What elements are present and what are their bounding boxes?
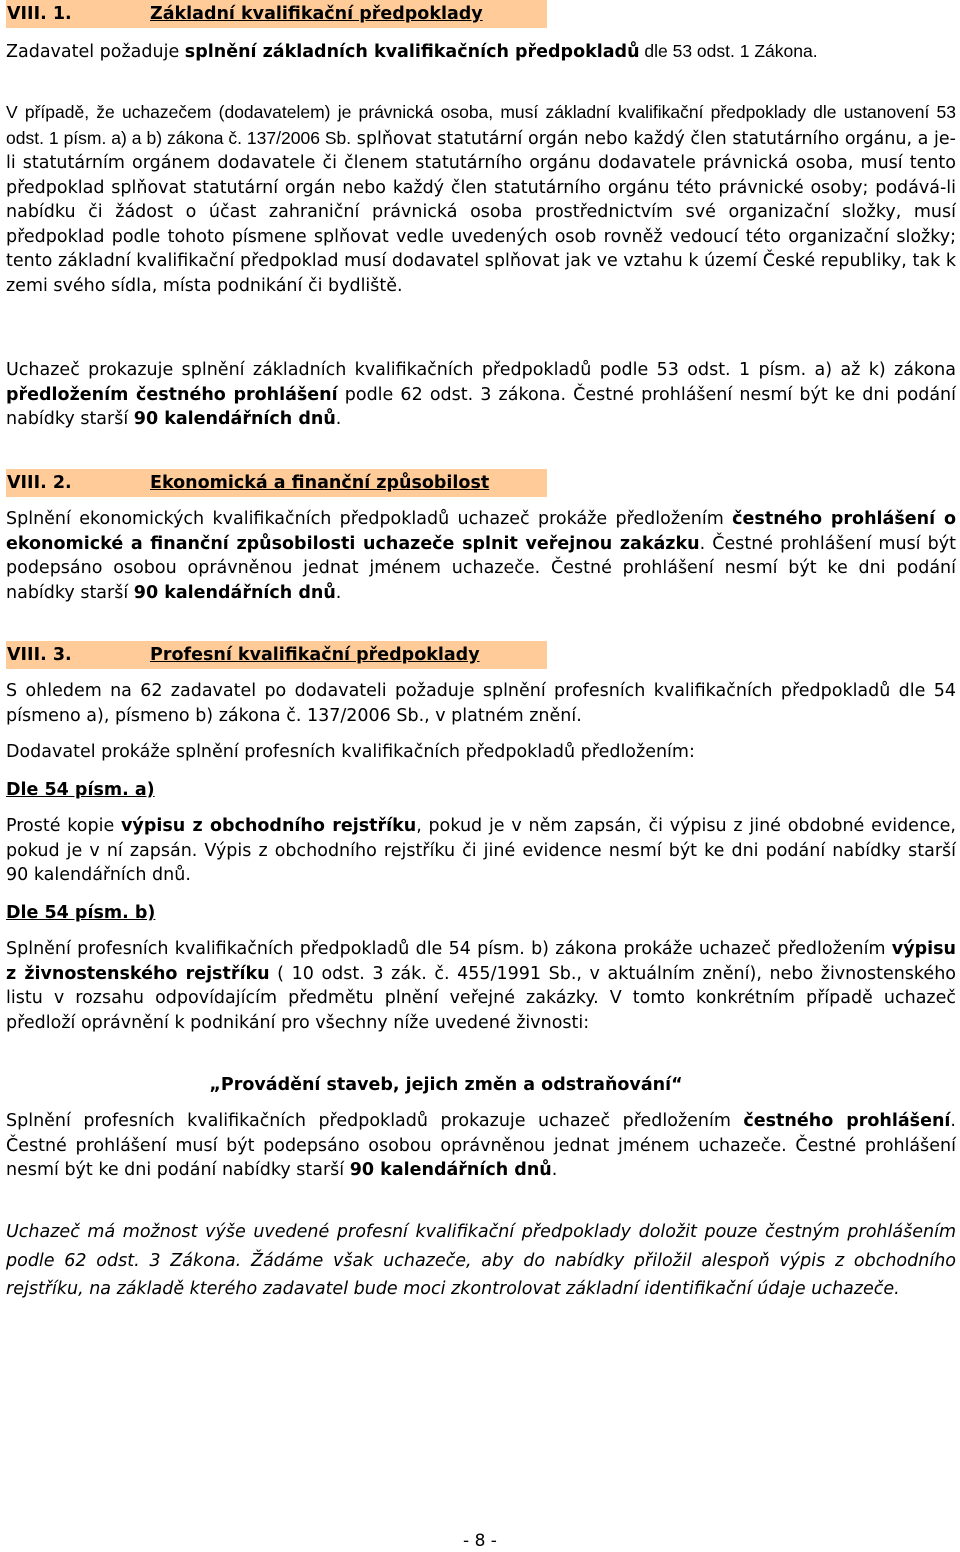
text: Uchazeč prokazuje splnění základních kvalifikačních předpokladů podle 53 odst. 1 písm. a) až k) zákona [6, 360, 956, 380]
text: . [335, 582, 342, 603]
text: , pokud je v něm zapsán, či výpisu z jiné obdobné evidence, pokud je v ní zapsán. Výpis z obchodního rejstříku či jiné evidence nesmí být ke dni podání nabídky starší 90 kalendářních dnů. [6, 816, 956, 885]
text: podle 62 odst. 3 zákona. Čestné prohlášení nesmí být ke dni podání nabídky starší [6, 384, 956, 429]
section-title: Profesní kvalifikační předpoklady [150, 645, 480, 665]
bold-text: předložením čestného prohlášení [6, 384, 338, 405]
paragraph [6, 740, 956, 765]
text: . Čestné prohlášení musí být podepsáno osobou oprávněnou jednat jménem uchazeče. Čestné prohlášení nesmí být ke dni podání nabídky starší [6, 533, 956, 603]
text: . Čestné prohlášení musí být podepsáno osobou oprávněnou jednat jménem uchazeče. Čestné prohlášení nesmí být ke dni podání nabídky starší [6, 1111, 956, 1180]
subheading-54a: Dle 54 písm. a) [6, 780, 155, 800]
bold-text: 90 kalendářních dnů [133, 582, 336, 603]
text: . [551, 1160, 558, 1180]
text: Splnění profesních kvalifikačních předpokladů prokazuje uchazeč předložením [6, 1111, 744, 1131]
subheading-54b: Dle 54 písm. b) [6, 903, 156, 923]
italic-note: Uchazeč má možnost výše uvedené profesní kvalifikační předpoklady doložit pouze čestným prohlášením podle 62 odst. 3 Zákona. Žádáme však uchazeče, aby do nabídky přiložil alespoň výpis z obchodního rejstříku, na základě kterého zadavatel bude moci zkontrolovat základní identifikační údaje uchazeče. [6, 1222, 956, 1299]
bold-text: čestného prohlášení o ekonomické a finanční způsobilosti uchazeče splnit veřejnou zakázku [6, 509, 956, 554]
section-number: VIII. 1. [7, 4, 72, 24]
trade-name: „Provádění staveb, jejich změn a odstraňování“ [209, 1075, 683, 1095]
section-heading-3 [6, 641, 547, 669]
bold-text: výpisu z živnostenského rejstříku [6, 939, 956, 984]
text: Dodavatel prokáže splnění profesních kvalifikačních předpokladů předložením: [6, 742, 695, 762]
section-heading-1 [6, 0, 547, 28]
section-heading-2 [6, 469, 547, 497]
paragraph [6, 507, 956, 605]
section-number: VIII. 2. [7, 473, 72, 493]
bold-text: 90 kalendářních dnů [349, 1160, 552, 1180]
bold-text: výpisu z obchodního rejstříku [121, 816, 417, 836]
section-title: Základní kvalifikační předpoklady [150, 4, 483, 24]
text: ( 10 odst. 3 zák. č. 455/1991 Sb., v aktuálním znění), nebo živnostenského listu v rozsahu odpovídajícím předmětu plnění veřejné zakázky. V tomto konkrétním případě uchazeč předloží oprávnění k podnikání pro všechny níže uvedené živnosti: [6, 963, 956, 1033]
page-number: - 8 - [463, 1531, 497, 1551]
text: Splnění ekonomických kvalifikačních předpokladů uchazeč prokáže předložením [6, 509, 733, 529]
paragraph [6, 39, 956, 65]
paragraph [6, 1109, 956, 1183]
bold-text: splnění základních kvalifikačních předpokladů [184, 42, 640, 62]
text: V případě, že uchazečem (dodavatelem) je právnická osoba, musí základní kvalifikační předpoklady dle ustanovení 53 odst. 1 písm. a) a b) zákona č. 137/2006 Sb. [6, 102, 956, 148]
text: Splnění profesních kvalifikačních předpokladů dle 54 písm. b) zákona prokáže uchazeč předložením [6, 939, 892, 959]
text: S ohledem na 62 zadavatel po dodavateli požaduje splnění profesních kvalifikačních předpokladů dle 54 písmeno a), písmeno b) zákona č. 137/2006 Sb., v platném znění. [6, 681, 956, 726]
bold-text: čestného prohlášení [743, 1111, 951, 1131]
paragraph [6, 100, 956, 298]
paragraph [6, 814, 956, 888]
section-title: Ekonomická a finanční způsobilost [150, 473, 490, 493]
text: . [335, 409, 342, 429]
paragraph [6, 937, 956, 1035]
text: Zadavatel požaduje [6, 42, 185, 62]
bold-text: 90 kalendářních dnů [133, 409, 336, 429]
text: dle 53 odst. 1 Zákona. [639, 41, 818, 61]
section-number: VIII. 3. [7, 645, 72, 665]
paragraph [6, 358, 956, 432]
text: splňovat statutární orgán nebo každý člen statutárního orgánu, a je-li statutárním orgánem dodavatele či členem statutárního orgánu dodavatele právnická osoba, musí tento předpoklad splňovat statutární orgán nebo každý člen statutárního orgánu této právnické osoby; podává-li nabídku či žádost o účast zahraniční právnická osoba prostřednictvím své organizační složky, musí předpoklad podle tohoto písmene splňovat vedle uvedených osob rovněž vedoucí této organizační složky; tento základní kvalifikační předpoklad musí dodavatel splňovat jak ve vztahu k území České republiky, tak k zemi svého sídla, místa podnikání či bydliště. [6, 128, 956, 296]
text: Prosté kopie [6, 816, 122, 836]
paragraph [6, 679, 956, 728]
